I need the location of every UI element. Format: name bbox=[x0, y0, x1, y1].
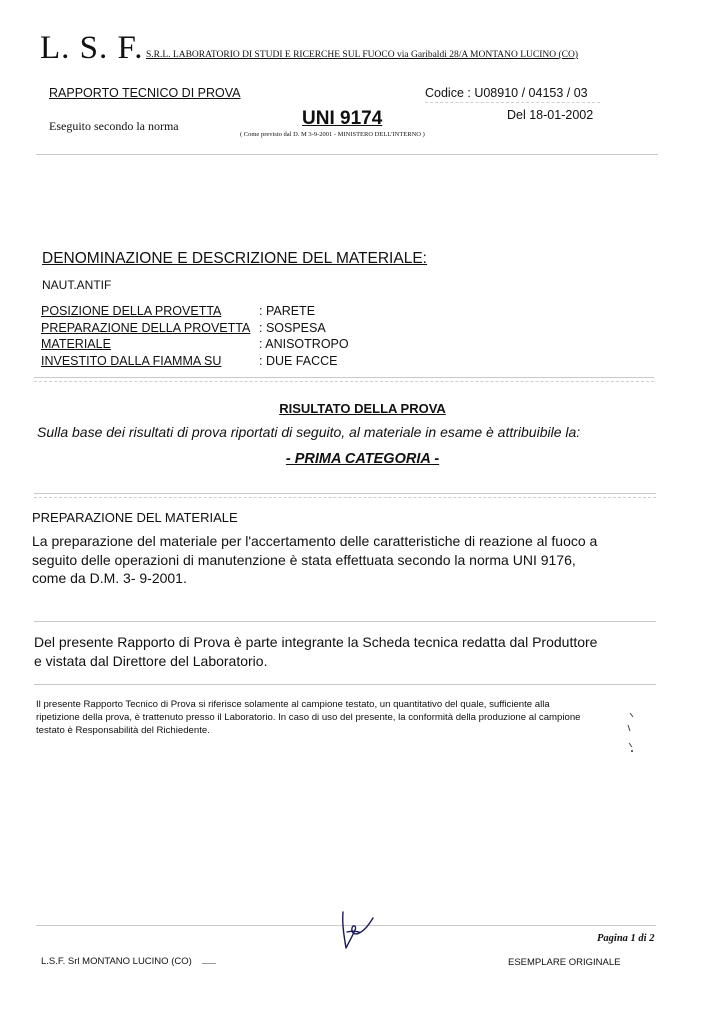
company-logo: L. S. F. bbox=[40, 30, 144, 66]
property-label: POSIZIONE DELLA PROVETTA bbox=[41, 304, 222, 318]
page-number: Pagina 1 di 2 bbox=[597, 933, 655, 944]
property-row bbox=[41, 336, 349, 353]
property-value: : ANISOTROPO bbox=[259, 337, 349, 351]
property-label: INVESTITO DALLA FIAMMA SU bbox=[41, 353, 222, 368]
property-value: : PARETE bbox=[259, 304, 316, 318]
material-properties bbox=[41, 303, 349, 369]
norm-title: UNI 9174 bbox=[302, 108, 383, 129]
footer-company: L.S.F. Srl MONTANO LUCINO (CO) bbox=[41, 956, 192, 967]
copy-type: ESEMPLARE ORIGINALE bbox=[508, 957, 621, 968]
company-tagline: S.R.L. LABORATORIO DI STUDI E RICERCHE SUL FUOCO via Garibaldi 28/A MONTANO LUCINO (CO) bbox=[146, 50, 579, 60]
report-date: Del 18-01-2002 bbox=[507, 108, 594, 122]
preparation-divider bbox=[34, 621, 656, 622]
property-row bbox=[41, 303, 349, 320]
note-divider bbox=[34, 684, 656, 685]
property-row bbox=[41, 320, 349, 337]
property-value: : DUE FACCE bbox=[259, 353, 338, 368]
report-code: Codice : U08910 / 04153 / 03 bbox=[425, 86, 588, 100]
result-divider bbox=[34, 493, 656, 494]
dm-note: ( Come previsto dal D. M 3-9-2001 - MINISTERO DELL'INTERNO ) bbox=[240, 131, 425, 138]
property-label: MATERIALE bbox=[41, 337, 111, 351]
preparation-body: La preparazione del materiale per l'accertamento delle caratteristiche di reazione al fuoco a seguito delle operazioni di manutenzione è stata effettuata secondo la norma UNI 9176, come da D.M. 3- 9-2001. bbox=[32, 533, 598, 586]
footer-dash bbox=[202, 963, 216, 964]
property-label: PREPARAZIONE DELLA PROVETTA bbox=[41, 320, 251, 335]
signature-icon bbox=[335, 902, 385, 957]
report-type: RAPPORTO TECNICO DI PROVA bbox=[49, 86, 241, 100]
material-name: NAUT.ANTIF bbox=[42, 278, 112, 292]
code-underline bbox=[425, 102, 600, 103]
integral-note: Del presente Rapporto di Prova è parte integrante la Scheda tecnica redatta dal Produttore e vistata dal Direttore del Laboratorio. bbox=[34, 634, 598, 669]
result-divider-2 bbox=[34, 497, 656, 498]
eseguito-label: Eseguito secondo la norma bbox=[49, 119, 179, 133]
disclaimer: Il presente Rapporto Tecnico di Prova si riferisce solamente al campione testato, un quantitativo del quale, sufficiente alla ripetizione della prova, è trattenuto presso il Laboratorio. In caso di uso del presente, la conformità della produzione al campione testato è Responsabilità del Richiedente. bbox=[36, 699, 581, 736]
result-statement: Sulla base dei risultati di prova riportati di seguito, al materiale in esame è attribuibile la: bbox=[37, 424, 581, 440]
scan-marks bbox=[620, 705, 650, 765]
result-title: RISULTATO DELLA PROVA bbox=[279, 401, 446, 416]
result-category: - PRIMA CATEGORIA - bbox=[285, 451, 440, 467]
preparation-title: PREPARAZIONE DEL MATERIALE bbox=[32, 510, 238, 525]
material-divider-2 bbox=[34, 381, 654, 382]
material-divider bbox=[34, 377, 654, 378]
property-row bbox=[41, 353, 349, 370]
property-value: : SOSPESA bbox=[259, 320, 326, 335]
header-divider bbox=[36, 154, 658, 155]
material-section-title: DENOMINAZIONE E DESCRIZIONE DEL MATERIALE: bbox=[42, 250, 427, 267]
